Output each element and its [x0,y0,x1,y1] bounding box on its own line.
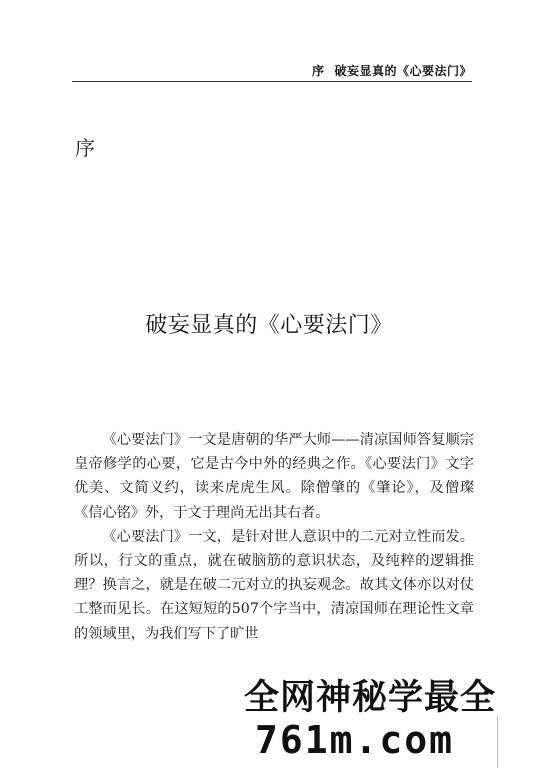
article-title: 破妄显真的《心要法门》 [145,313,393,338]
watermark-url: 761m.com [255,718,455,762]
watermark-divider [497,716,498,768]
running-header-section: 序 [311,64,325,78]
running-header [312,62,472,79]
watermark [0,664,538,773]
watermark-text: 全网神秘学最全 [244,678,497,718]
section-label: 序 [75,136,95,160]
paragraph: 《心要法门》一文是唐朝的华严大师——清凉国师答复顺宗皇帝修学的心要，它是古今中外的经典之作。《心要法门》文字优美、文简义约，读来虎虎生风。除僧肇的《肇论》，及僧璨《信心铭》外，于文于理尚无出其右者。 [74,432,474,521]
paragraph: 《心要法门》一文，是针对世人意识中的二元对立性而发。所以，行文的重点，就在破脑筋的意识状态，及纯粹的逻辑推理？换言之，就是在破二元对立的执妄观念。故其文体亦以对仗工整而见长。在这短短的507个字当中，清凉国师在理论性文章的领域里，为我们写下了旷世 [74,528,474,642]
body-text [74,428,474,646]
running-header-title: 破妄显真的《心要法门》 [334,64,472,78]
header-rule [72,81,472,82]
